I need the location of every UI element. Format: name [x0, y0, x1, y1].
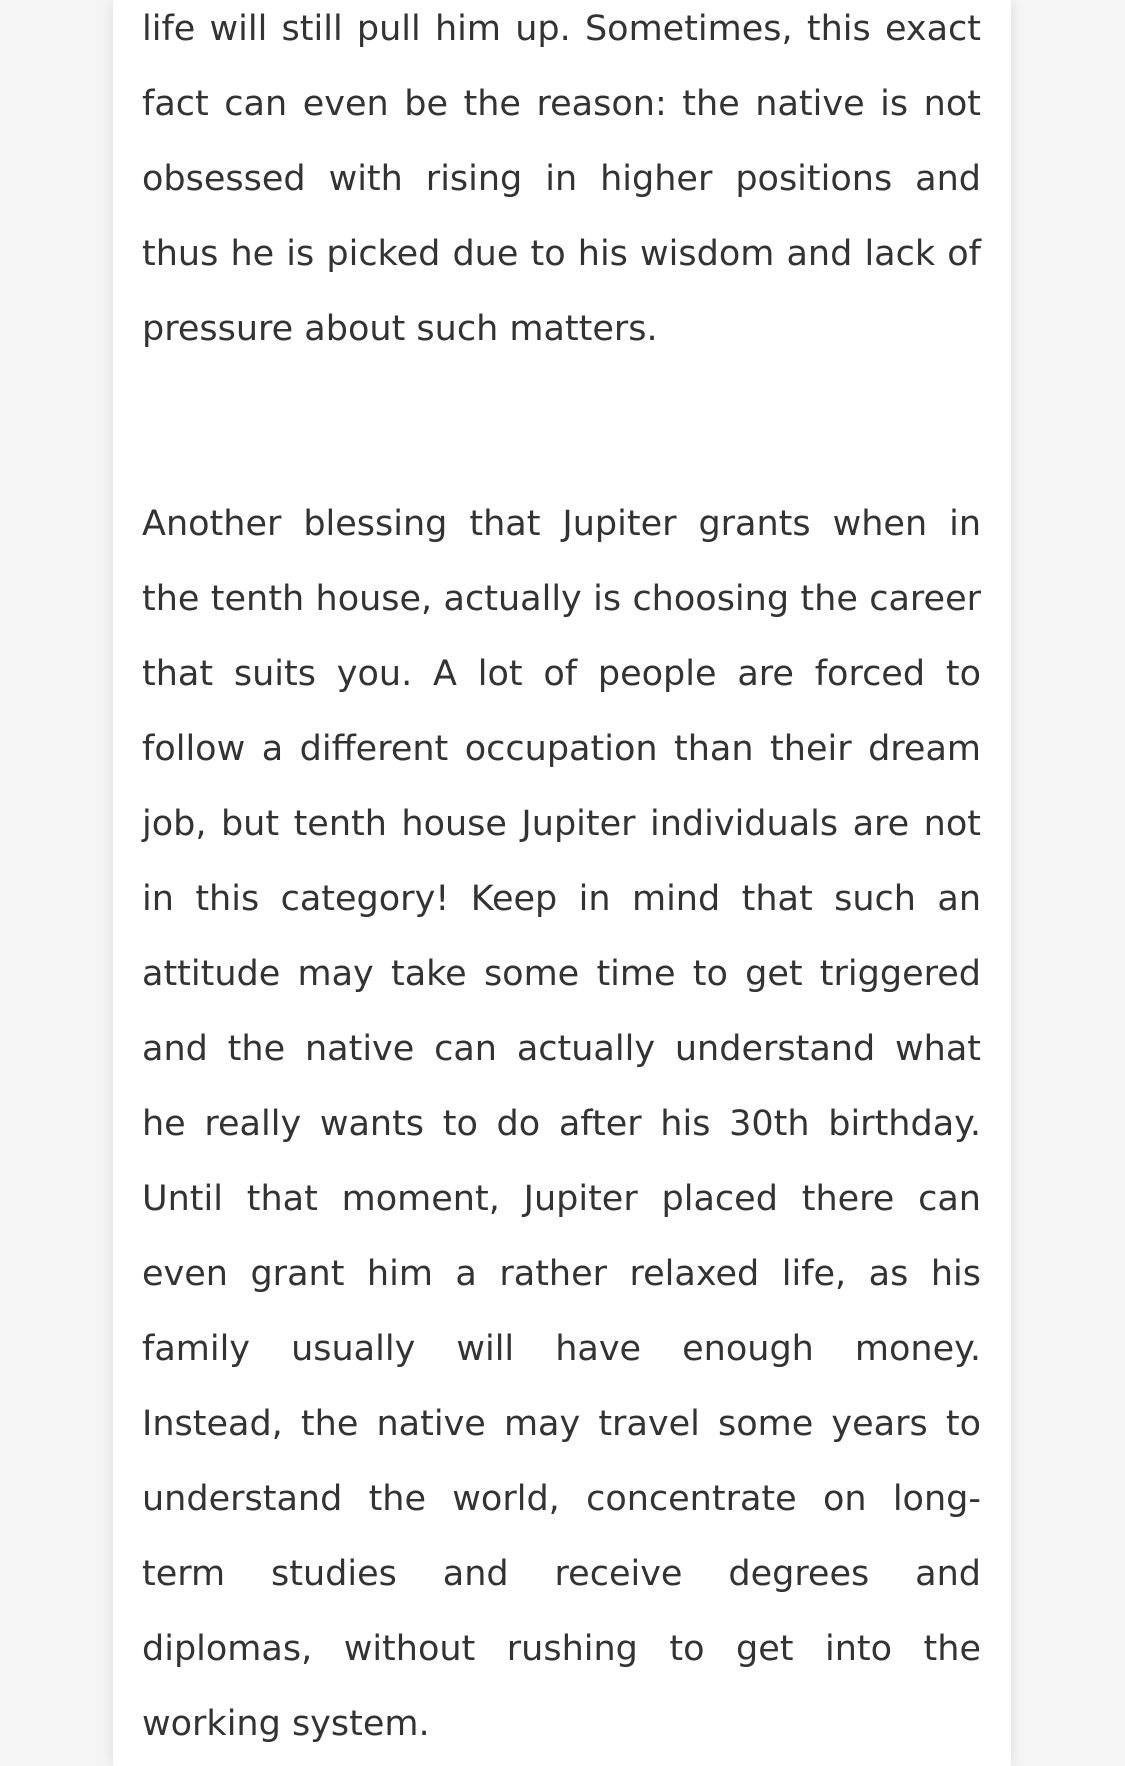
article-paragraph: life will still pull him up. Sometimes, this exact fact can even be the reason: the native is not obsessed with rising in higher positions and thus he is picked due to his wisdom and lack of pressure about such matters.	[142, 9, 981, 349]
article-paragraph: Another blessing that Jupiter grants when in the tenth house, actually is choosing the career that suits you. A lot of people are forced to follow a different occupation than their dream job, but tenth house Jupiter individuals are not in this category! Keep in mind that such an attitude may take some time to get triggered and the native can actually understand what he really wants to do after his 30th birthday. Until that moment, Jupiter placed there can even grant him a rather relaxed life, as his family usually will have enough money. Instead, the native may travel some years to understand the world, concentrate on long-term studies and receive degrees and diplomas, without rushing to get into the working system.	[142, 504, 981, 1744]
